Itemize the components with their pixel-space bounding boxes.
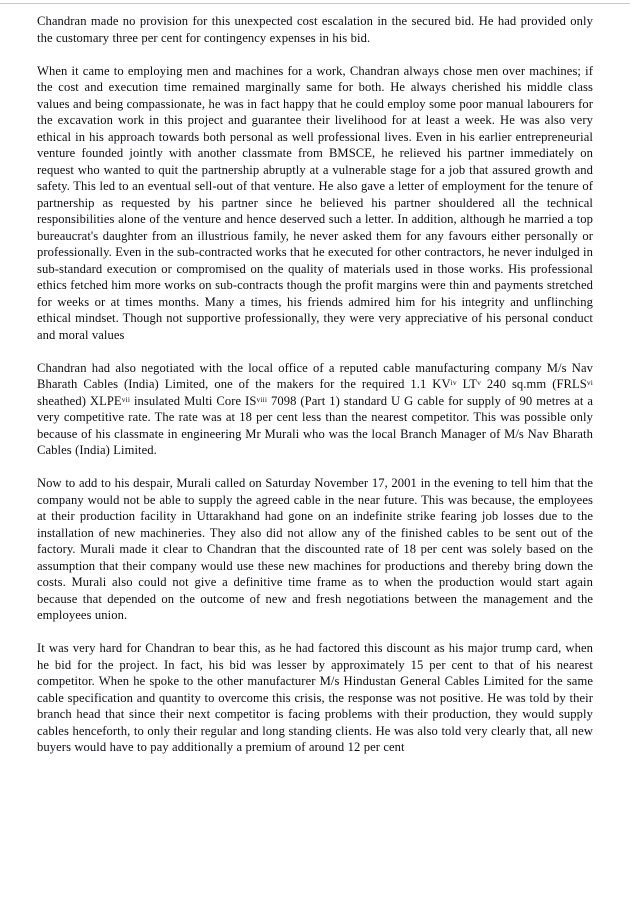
paragraph-1: Chandran made no provision for this unexpected cost escalation in the secured bid. He had provided only the customary three per cent for contingency expenses in his bid. bbox=[37, 14, 593, 45]
document-text-column bbox=[37, 13, 593, 756]
footnote-marker: viii bbox=[256, 394, 268, 404]
paragraph-2: When it came to employing men and machines for a work, Chandran always chose men over machines; if the cost and execution time remained marginally same for both. He always cherished his middle class values and being compassionate, he was in fact happy that he could employ some poor manual labourers for the excavation work in this project and guarantee their livelihood for at least a week. He was also very ethical in his approach towards both personal as well professional lives. Even in his earlier entrepreneurial venture founded jointly with another classmate from BMSCE, he relieved his partner immediately on request who wanted to quit the partnership abruptly at a vulnerable stage for a job that assured growth and safety. This led to an eventual sell-out of that venture. He also gave a letter of employment for the tenure of partnership as requested by his partner since he believed his partner shouldered all the technical responsibilities alone of the venture and hence deserved such a letter. In addition, although he married a top bureaucrat's daughter from an illustrious family, he never asked them for any favours either personally or professionally. Even in the sub-contracted works that he executed for other contractors, he never indulged in sub-standard execution or compromised on the quality of materials used in those works. His professional ethics fetched him more works on sub-contracts though the profit margins were thin and payments stretched for weeks or at times months. Many a times, his friends admired him for his integrity and unflinching ethical mindset. Though not supportive professionally, they were very appreciative of his personal conduct and moral values bbox=[37, 63, 593, 342]
footnote-marker: vi bbox=[586, 377, 593, 387]
paragraph-5: It was very hard for Chandran to bear this, as he had factored this discount as his major trump card, when he bid for the project. In fact, his bid was lesser by approximately 15 per cent to that of his nearest competitor. When he spoke to the other manufacturer M/s Hindustan General Cables Limited for the same cable specification and quantity to overcome this crisis, the response was not positive. He was told by their branch head that since their next competitor is facing problems with their production, they would supply cables henceforth, to only their regular and long standing clients. He was also told very clearly that, all new buyers would have to pay additionally a premium of around 12 per cent bbox=[37, 641, 593, 754]
footnote-marker: iv bbox=[450, 377, 457, 387]
footnote-marker: v bbox=[477, 377, 481, 387]
paragraph-4: Now to add to his despair, Murali called on Saturday November 17, 2001 in the evening to tell him that the company would not be able to supply the agreed cable in the near future. This was because, the employees at their production facility in Uttarakhand had gone on an indefinite strike fearing job losses due to the installation of new machineries. They also did not allow any of the finished cables to be sent out of the factory. Murali made it clear to Chandran that the discounted rate of 18 per cent was solely based on the assumption that their company would use these new machines for productions and thereby bring down the costs. Murali also could not give a definitive time frame as to when the production would start again because that depended on the outcome of new and fresh negotiations between the management and the employees union. bbox=[37, 476, 593, 622]
footnote-marker: vii bbox=[121, 394, 131, 404]
paragraph-3-cable-specification: Chandran had also negotiated with the local office of a reputed cable manufacturing company M/s Nav Bharath Cables (India) Limited, one of the makers for the required 1.1 KV$^{iv}$ LT$^v$ 240 sq.mm (FRLS$^{vi}$ sheathed) XLPE$^{vii}$ insulated Multi Core IS$^{viii}$ 7098 (Part 1) standard U G cable for supply of 90 metres at a very competitive rate. The rate was at 18 per cent less than the nearest competitor. This was possible only because of his classmate in engineering Mr Murali who was the local Branch Manager of M/s Nav Bharath Cables (India) Limited. bbox=[37, 360, 594, 457]
page-top-rule bbox=[0, 3, 630, 4]
